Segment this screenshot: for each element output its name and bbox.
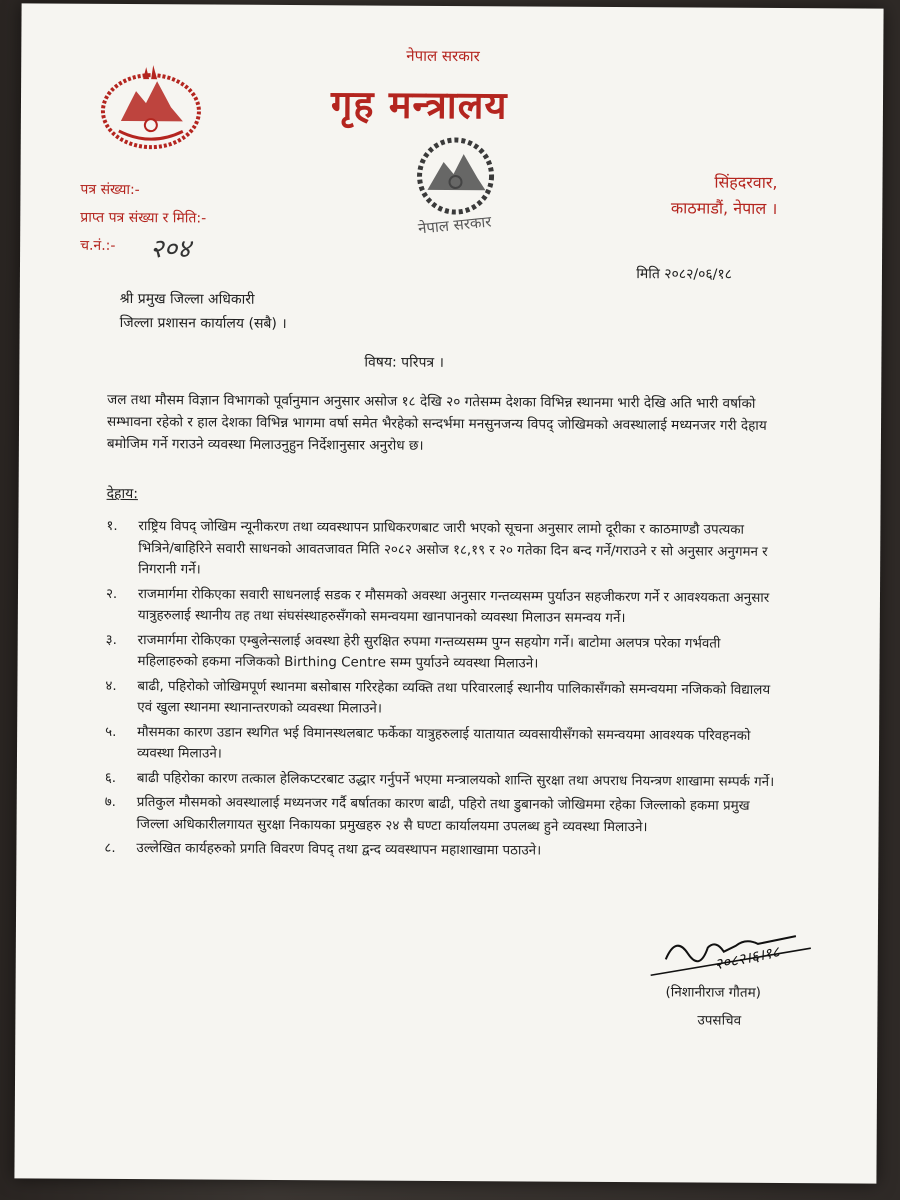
list-item-number: २. (105, 586, 118, 602)
list-item-text: उल्लेखित कार्यहरुको प्रगति विवरण विपद् तथा द्वन्द व्यवस्थापन महाशाखामा पठाउने। (136, 841, 542, 859)
list-item-text: बाढी पहिरोका कारण तत्काल हेलिकप्टरबाट उद्धार गर्नुपर्ने भएमा मन्त्रालयको शान्ति सुरक्षा तथा अपराध नियन्त्रण शाखामा सम्पर्क गर्ने। (136, 770, 775, 790)
list-item-text: राजमार्गमा रोकिएका सवारी साधनलाई सडक र मौसमको अवस्था अनुसार गन्तव्यसम्म पुर्याउन सहजीकरण गर्ने र आवश्यकता अनुसार यात्रुहरुलाई स्थानीय तह तथा संघसंस्थाहरुसँगको समन्वयमा खानपानको व्यवस्था मिलाउन समन्वय गर्ने। (137, 586, 770, 627)
letter-page (14, 3, 883, 1183)
list-item (106, 629, 776, 676)
bleed-through-text (235, 1025, 535, 1067)
ministry-address (671, 169, 778, 222)
coat-of-arms-emblem (91, 59, 212, 155)
list-item (105, 767, 775, 793)
ministry-name: गृह मन्त्रालय (330, 82, 508, 128)
dispatch-number-handwritten: २०४ (150, 234, 191, 265)
body-paragraph: जल तथा मौसम विज्ञान विभागको पूर्वानुमान अनुसार असोज १८ देखि २० गतेसम्म देशका विभिन्न स्थानमा भारी देखि अति भारी वर्षाको सम्भावना रहेको र हाल देशका विभिन्न भागमा वर्षा समेत भैरहेको सन्दर्भमा मनसुनजन्य विपद् जोखिमको अवस्थालाई मध्यनजर गरी देहाय बमोजिम गर्ने गराउने व्यवस्था मिलाउनुहुन निर्देशानुसार अनुरोध छ। (106, 391, 767, 454)
letter-date: मिति २०८२/०६/१८ (636, 266, 733, 283)
ministry-seal-stamp (405, 134, 506, 250)
directive-list (104, 516, 776, 867)
signatory-name: (निशानीराज गौतम) (665, 984, 762, 1001)
list-heading: देहाय: (106, 485, 138, 503)
list-item-number: ४. (105, 678, 117, 694)
list-item-number: ७. (104, 794, 116, 810)
list-item-text: राजमार्गमा रोकिएका एम्बुलेन्सलाई अवस्था हेरी सुरक्षित रुपमा गन्तव्यसम्म पुग्न सहयोग गर्ने। बाटोमा अलपत्र परेका गर्भवती महिलाहरुको हकमा नजिकको Birthing Centre सम्म पुर्याउने व्यवस्था मिलाउने। (137, 632, 721, 672)
list-item-text: बाढी, पहिरोको जोखिमपूर्ण स्थानमा बसोबास गरिरहेका व्यक्ति तथा परिवारलाई स्थानीय पालिकासँगको समन्वयमा नजिकको विद्यालय एवं खुला स्थानमा स्थानान्तरणको व्यवस्था मिलाउने। (137, 678, 771, 717)
dispatch-number-label: च.नं.:- (80, 237, 116, 254)
list-item (104, 838, 774, 864)
recipient-block (120, 287, 287, 336)
list-item-number: १. (106, 518, 118, 534)
list-item-number: ६. (104, 770, 117, 786)
subject-line: विषय: परिपत्र । (364, 354, 444, 371)
list-item-number: ८. (104, 840, 116, 856)
recipient-line-2: जिल्ला प्रशासन कार्यालय (सबै) । (119, 314, 287, 333)
list-item-text: प्रतिकुल मौसमको अवस्थालाई मध्यनजर गर्दै बर्षातका कारण बाढी, पहिरो तथा डुबानको जोखिममा रहेका जिल्लाको हकमा प्रमुख जिल्ला अधिकारीलगायत सुरक्षा निकायका प्रमुखहरु २४ सै घण्टा कार्यालयमा उपलब्ध हुने व्यवस्था मिलाउने। (136, 795, 750, 835)
list-item-number: ५. (105, 724, 117, 740)
address-line-1: सिंहदरवार, (714, 172, 778, 192)
list-item-number: ३. (105, 632, 117, 648)
signature-mark (646, 917, 816, 988)
signature-date: २०८२।६।१८ (712, 942, 782, 974)
seal-text: नेपाल सरकार (417, 212, 493, 238)
list-item (105, 675, 775, 722)
list-item (106, 583, 776, 630)
signatory-title: उपसचिव (697, 1012, 742, 1029)
list-item (106, 516, 776, 585)
list-item-text: मौसमका कारण उडान स्थगित भई विमानस्थलबाट फर्केका यात्रुहरुलाई यातायात व्यवसायीसँगको समन्वयमा आवश्यक परिवहनको व्यवस्था मिलाउने। (136, 724, 751, 762)
list-item-text: राष्ट्रिय विपद् जोखिम न्यूनीकरण तथा व्यवस्थापन प्राधिकरणबाट जारी भएको सूचना अनुसार लामो दूरीका र काठमाण्डौ उपत्यका भित्रिने/बाहिरिने सवारी साधनको आवतजावत मिति २०८२ असोज १८,१९ र २० गतेका दिन बन्द गर्ने/गराउने र सो अनुसार अनुगमन र निगरानी गर्ने। (138, 519, 768, 578)
list-item (105, 792, 775, 839)
received-letter-label: प्राप्त पत्र संख्या र मिति:- (80, 209, 207, 227)
recipient-line-1: श्री प्रमुख जिल्ला अधिकारी (119, 290, 255, 308)
government-name: नेपाल सरकार (406, 46, 480, 66)
list-item (105, 721, 775, 768)
letter-number-label: पत्र संख्या:- (80, 181, 140, 199)
address-line-2: काठमाडौं, नेपाल । (670, 198, 778, 218)
